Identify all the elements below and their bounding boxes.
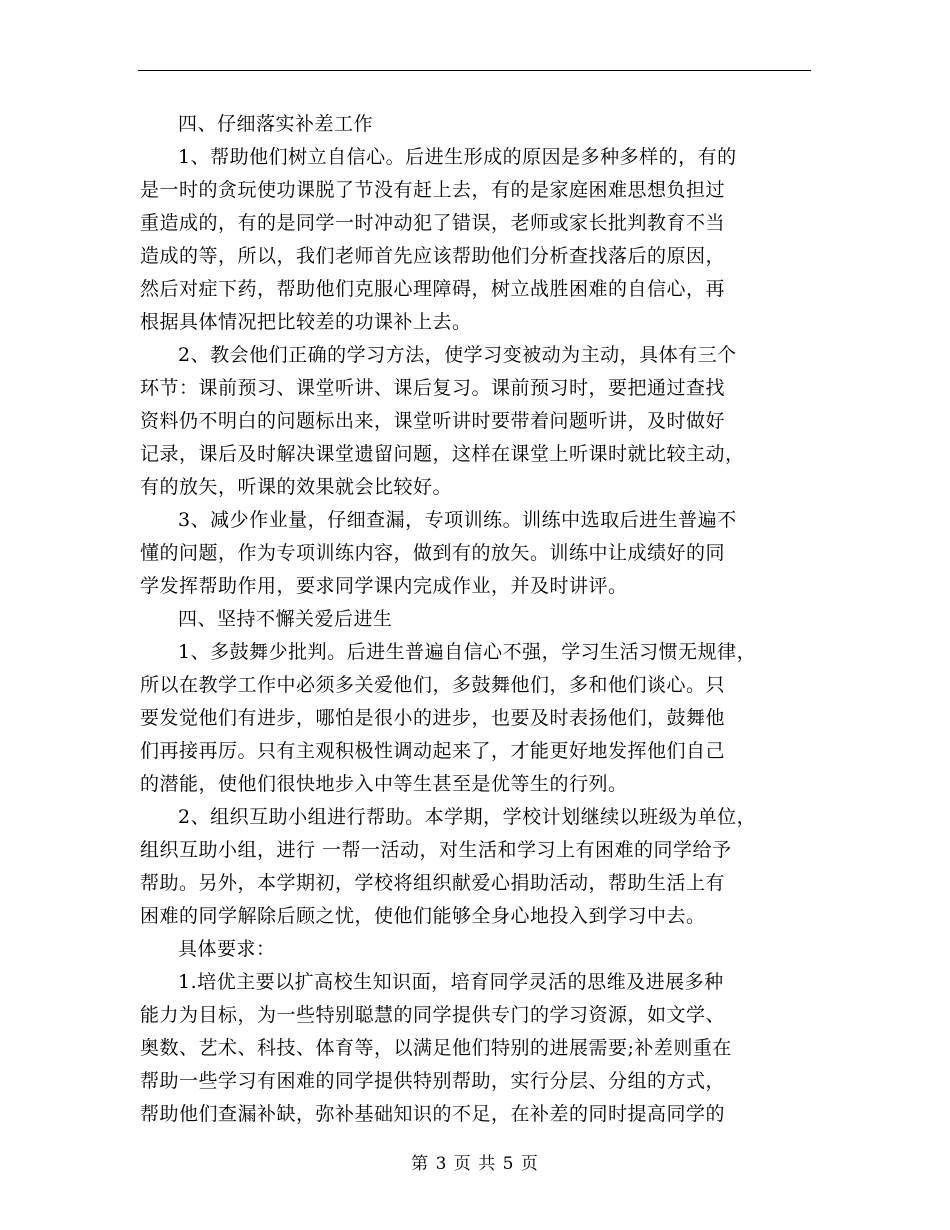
text-line: 根据具体情况把比较差的功课补上去。: [140, 311, 472, 333]
text-line: 然后对症下药，帮助他们克服心理障碍，树立战胜困难的自信心，再: [140, 278, 726, 300]
text-line: 记录，课后及时解决课堂遗留问题，这样在课堂上听课时就比较主动，: [140, 443, 745, 465]
text-line: 要发觉他们有进步，哪怕是很小的进步，也要及时表扬他们，鼓舞他: [140, 707, 726, 729]
header-rule: [138, 70, 811, 71]
text-line: 是一时的贪玩使功课脱了节没有赶上去，有的是家庭困难思想负担过: [140, 179, 726, 201]
text-line: 奥数、艺术、科技、体育等，以满足他们特别的进展需要;补差则重在: [140, 1037, 732, 1059]
text-line: 困难的同学解除后顾之忧，使他们能够全身心地投入到学习中去。: [140, 905, 706, 927]
text-line: 的潜能，使他们很快地步入中等生甚至是优等生的行列。: [140, 773, 628, 795]
text-line: 帮助他们查漏补缺，弥补基础知识的不足，在补差的同时提高同学的: [140, 1103, 726, 1125]
text-line: 四、坚持不懈关爱后进生: [178, 608, 393, 630]
text-line: 组织互助小组，进行 一帮一活动，对生活和学习上有困难的同学给予: [140, 839, 732, 861]
text-line: 1、多鼓舞少批判。后进生普遍自信心不强，学习生活习惯无规律，: [178, 641, 757, 663]
text-line: 造成的等，所以，我们老师首先应该帮助他们分析查找落后的原因，: [140, 245, 726, 267]
text-line: 所以在教学工作中必须多关爱他们，多鼓舞他们，多和他们谈心。只: [140, 674, 726, 696]
text-line: 环节：课前预习、课堂听讲、课后复习。课前预习时，要把通过查找: [140, 377, 726, 399]
text-line: 们再接再厉。只有主观积极性调动起来了，才能更好地发挥他们自己: [140, 740, 726, 762]
text-line: 1、帮助他们树立自信心。后进生形成的原因是多种多样的，有的: [178, 146, 737, 168]
text-line: 3、减少作业量，仔细查漏，专项训练。训练中选取后进生普遍不: [178, 509, 737, 531]
text-line: 能力为目标，为一些特别聪慧的同学提供专门的学习资源，如文学、: [140, 1004, 726, 1026]
text-line: 资料仍不明白的问题标出来，课堂听讲时要带着问题听讲，及时做好: [140, 410, 726, 432]
page-number-footer: 第 3 页 共 5 页: [411, 1154, 539, 1174]
text-line: 2、教会他们正确的学习方法，使学习变被动为主动，具体有三个: [178, 344, 737, 366]
text-line: 2、组织互助小组进行帮助。本学期，学校计划继续以班级为单位，: [178, 806, 757, 828]
text-line: 重造成的，有的是同学一时冲动犯了错误，老师或家长批判教育不当: [140, 212, 726, 234]
text-line: 帮助一些学习有困难的同学提供特别帮助，实行分层、分组的方式，: [140, 1070, 726, 1092]
text-line: 四、仔细落实补差工作: [178, 113, 374, 135]
document-body: [140, 108, 830, 1131]
text-line: 懂的问题，作为专项训练内容，做到有的放矢。训练中让成绩好的同: [140, 542, 726, 564]
text-line: 帮助。另外，本学期初，学校将组织献爱心捐助活动，帮助生活上有: [140, 872, 726, 894]
text-line: 学发挥帮助作用，要求同学课内完成作业，并及时讲评。: [140, 575, 628, 597]
text-line: 有的放矢，听课的效果就会比较好。: [140, 476, 453, 498]
text-line: 1.培优主要以扩高校生知识面，培育同学灵活的思维及进展多种: [178, 971, 724, 993]
text-line: 具体要求：: [178, 938, 276, 960]
